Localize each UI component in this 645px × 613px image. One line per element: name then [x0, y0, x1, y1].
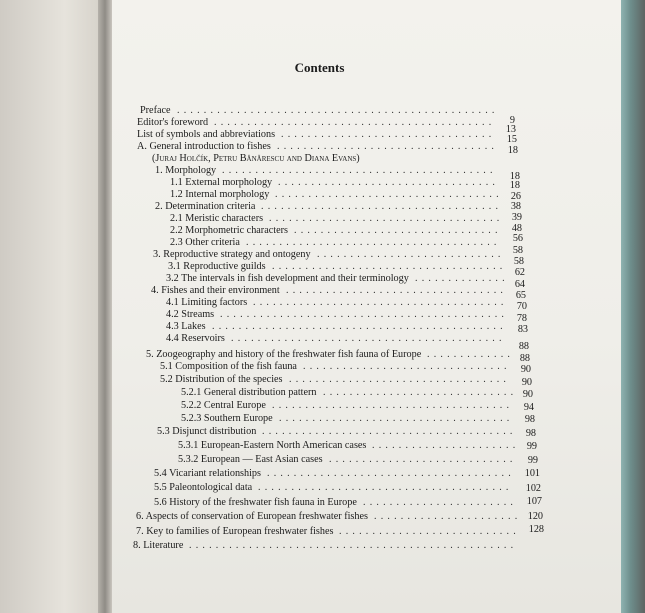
toc-label: 1. Morphology — [155, 165, 217, 176]
toc-page: 128 — [528, 524, 544, 535]
toc-label: 4.2 Streams — [166, 309, 215, 320]
toc-page: 70 — [516, 301, 527, 312]
toc-label: A. General introduction to fishes — [137, 141, 271, 152]
leader-dots: ............................ — [317, 249, 505, 260]
leader-dots: .................................. — [275, 189, 503, 200]
toc-page: 120 — [527, 511, 543, 522]
toc-label: 5.2 Distribution of the species — [160, 374, 283, 385]
leader-dots: ............................ — [329, 454, 517, 465]
toc-entry — [0, 141, 645, 156]
toc-entry — [0, 267, 645, 285]
leader-dots: .................................... — [261, 201, 503, 212]
leader-dots: ............................. — [323, 387, 518, 398]
toc-entry — [0, 189, 645, 201]
toc-page: 99 — [526, 441, 537, 452]
toc-entry — [0, 341, 645, 361]
toc-label: 5.1 Composition of the fish fauna — [160, 361, 297, 372]
toc-page: 38 — [510, 201, 521, 212]
toc-page: 94 — [523, 402, 534, 413]
leader-dots: ...................................... — [253, 297, 508, 308]
toc-label: 7. Key to families of European freshwater fishes — [136, 526, 334, 537]
toc-page: 90 — [521, 377, 532, 388]
toc-label: 1.2 Internal morphology — [170, 189, 270, 200]
leader-dots: ............................... — [303, 361, 511, 372]
leader-dots: ................................... — [272, 261, 507, 272]
toc-label: (Juraj Holčík, Petru Bănărescu and Diana Evans) — [152, 153, 360, 164]
leader-dots: ................................. — [289, 374, 511, 385]
toc-page: 58 — [513, 256, 524, 267]
leader-dots: ....................... — [363, 497, 518, 508]
toc-page: 107 — [526, 496, 542, 507]
toc-page: 48 — [511, 223, 522, 234]
leader-dots: .......................................... — [214, 117, 496, 128]
leader-dots: ...................................... — [258, 482, 513, 493]
toc-entry — [0, 279, 645, 297]
toc-page: 102 — [525, 483, 541, 494]
toc-label: 5.2.3 Southern Europe — [181, 413, 273, 424]
toc-page: 18 — [509, 180, 520, 191]
toc-page: 90 — [522, 389, 533, 400]
toc-page: 18 — [507, 145, 518, 156]
leader-dots: ................................ — [281, 129, 496, 140]
toc-label: 2.3 Other criteria — [170, 237, 240, 248]
toc-page: 15 — [506, 134, 517, 145]
toc-page: 98 — [524, 414, 535, 425]
toc-entry — [0, 256, 645, 273]
toc-label: 5.4 Vicariant relationships — [154, 468, 261, 479]
leader-dots: ............. — [427, 349, 515, 360]
toc-authors — [0, 153, 645, 165]
toc-label: 6. Aspects of conservation of European freshwater fishes — [136, 511, 368, 522]
toc-label: 2. Determination criteria — [155, 201, 256, 212]
toc-label: 5.3.1 European-Eastern North American cases — [178, 440, 367, 451]
toc-label: 4.4 Reservoirs — [166, 333, 225, 344]
toc-page: 56 — [512, 233, 523, 244]
toc-page: 99 — [527, 455, 538, 466]
toc-page: 65 — [515, 290, 526, 301]
leader-dots: ................................... — [269, 213, 504, 224]
toc-label: Preface — [140, 105, 171, 116]
toc-entry — [0, 213, 645, 225]
toc-entry — [0, 233, 645, 249]
toc-label: 8. Literature — [133, 540, 184, 551]
page-title: Contents — [294, 60, 345, 75]
leader-dots: ...................... — [374, 511, 522, 522]
leader-dots: ................................. — [286, 285, 508, 296]
toc-page: 9 — [509, 115, 515, 126]
toc-label: 4.3 Lakes — [166, 321, 206, 332]
toc-label: 5.2.2 Central Europe — [181, 400, 266, 411]
toc-label: 3.1 Reproductive guilds — [168, 261, 266, 272]
toc-label: 5.3 Disjunct distribution — [157, 426, 257, 437]
toc-label: 1.1 External morphology — [170, 177, 273, 188]
toc-label: 5. Zoogeography and history of the freshwater fish fauna of Europe — [146, 349, 422, 360]
leader-dots: ............................... — [294, 225, 502, 236]
toc-entry — [0, 225, 645, 237]
leader-dots: ............................................ — [212, 321, 507, 332]
toc-entry — [0, 201, 645, 213]
leader-dots: ................................................. — [189, 540, 518, 551]
leader-dots: ...................... — [372, 440, 520, 451]
toc-entry — [0, 245, 645, 261]
toc-entry — [0, 129, 645, 145]
toc-label: 5.2.1 General distribution pattern — [181, 387, 317, 398]
toc-label: 2.2 Morphometric characters — [170, 225, 288, 236]
toc-entry — [0, 177, 645, 189]
leader-dots: ................................. — [278, 177, 500, 188]
toc-label: 5.5 Paleontological data — [154, 482, 253, 493]
toc-page: 83 — [517, 324, 528, 335]
toc-label: 3. Reproductive strategy and ontogeny — [153, 249, 311, 260]
toc-label: 3.2 The intervals in fish development and their terminology — [166, 273, 409, 284]
toc-page: 98 — [525, 428, 536, 439]
toc-page: 101 — [524, 468, 540, 479]
toc-page: 18 — [509, 171, 520, 182]
leader-dots: ..................................... — [267, 468, 515, 479]
leader-dots: .................................... — [272, 400, 514, 411]
leader-dots: ...................................... — [246, 237, 501, 248]
toc-page: 62 — [514, 267, 525, 278]
leader-dots: ................................... — [279, 413, 514, 424]
toc-page: 88 — [518, 341, 529, 352]
leader-dots: ......................................... — [231, 333, 506, 344]
leader-dots: ........................................... — [220, 309, 509, 320]
toc-label: Editor's foreword — [137, 117, 209, 128]
leader-dots: ................................. — [277, 141, 499, 152]
toc-label: 4.1 Limiting factors — [166, 297, 248, 308]
toc-page: 88 — [519, 353, 530, 364]
toc-label: List of symbols and abbreviations — [137, 129, 276, 140]
toc-page: 78 — [516, 313, 527, 324]
toc-label: 4. Fishes and their environment — [151, 285, 280, 296]
toc-label: 2.1 Meristic characters — [170, 213, 264, 224]
leader-dots: ........................... — [339, 526, 520, 537]
toc-page: 64 — [514, 279, 525, 290]
toc-page: 39 — [511, 212, 522, 223]
toc-page: 90 — [520, 364, 531, 375]
toc-label: 5.6 History of the freshwater fish fauna in Europe — [154, 497, 357, 508]
toc-label: 5.3.2 European — East Asian cases — [178, 454, 323, 465]
toc-page: 58 — [512, 245, 523, 256]
leader-dots: .............. — [415, 273, 509, 284]
toc-page: 26 — [510, 191, 521, 202]
leader-dots: ................................................ — [177, 105, 499, 116]
leader-dots: ...................................... — [262, 426, 517, 437]
leader-dots: ......................................... — [222, 165, 497, 176]
toc-entry — [0, 165, 645, 182]
toc-page: 13 — [505, 124, 516, 135]
